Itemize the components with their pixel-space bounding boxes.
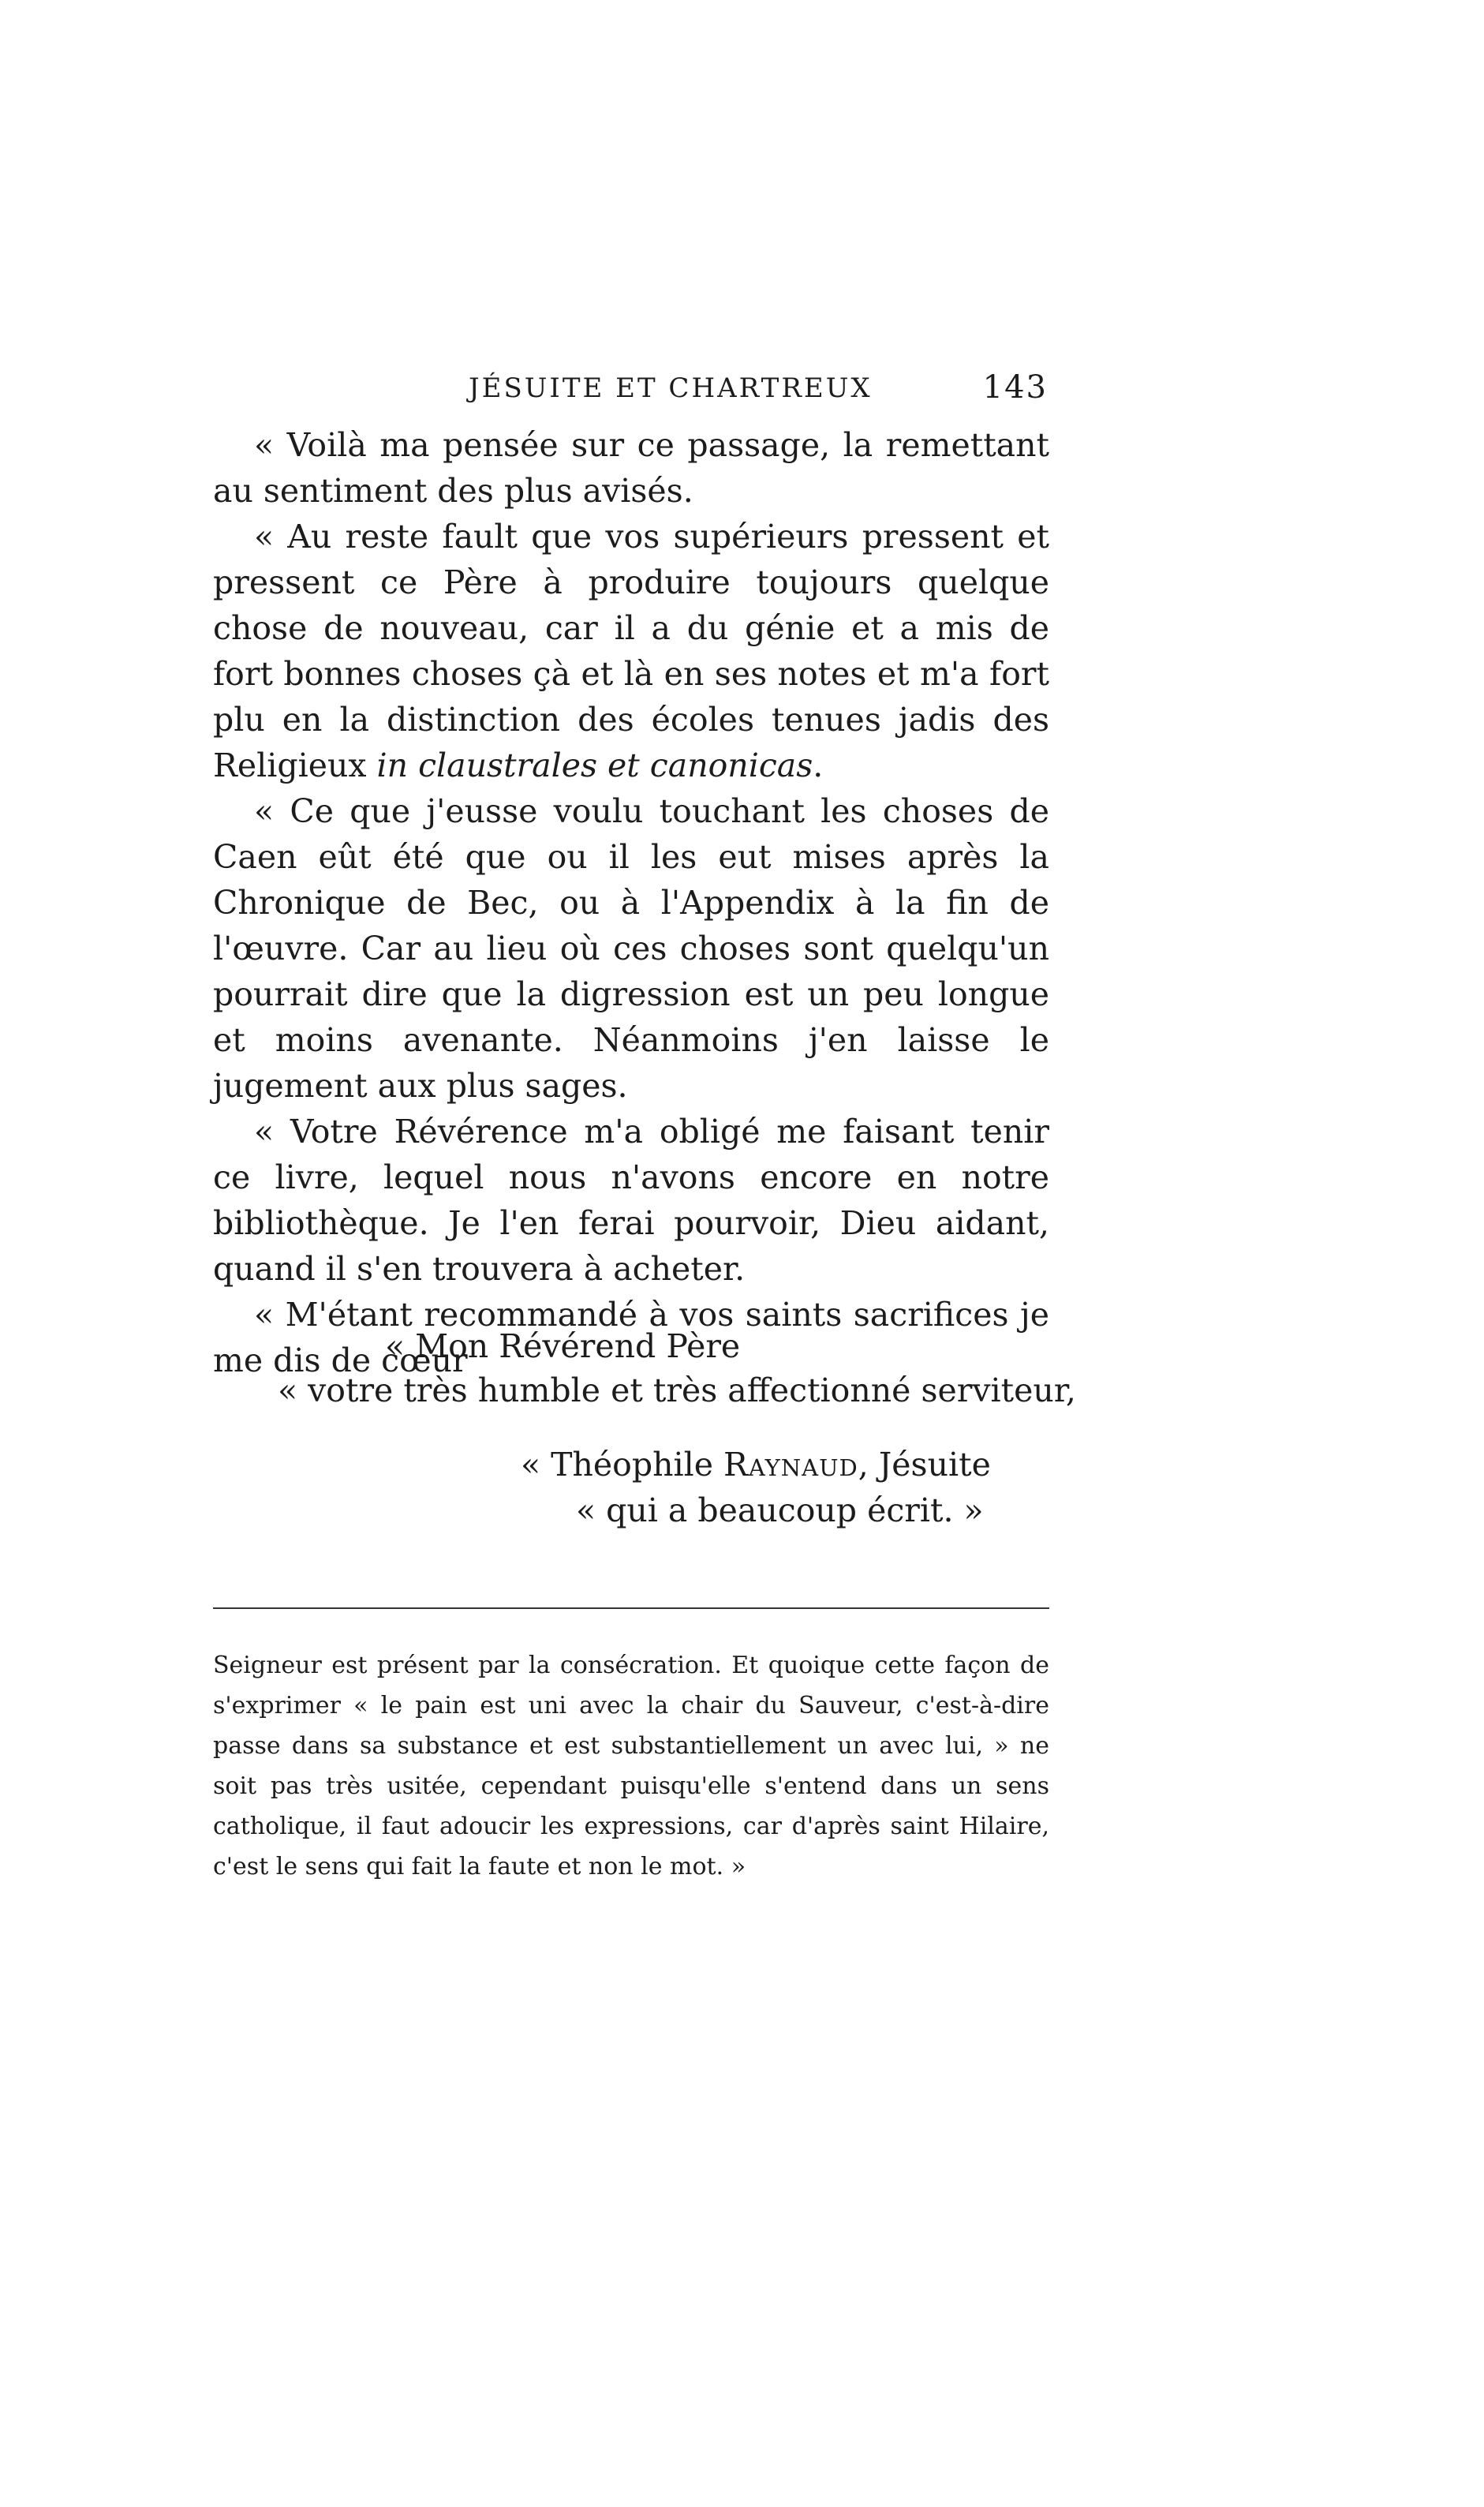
- running-head: JÉSUITE ET CHARTREUX: [469, 372, 873, 404]
- servant-line: « votre très humble et très affectionné serviteur,: [278, 1371, 1076, 1409]
- paragraph-1: « Voilà ma pensée sur ce passage, la remettant au sentiment des plus avisés.: [213, 426, 1049, 510]
- paragraph-2: [213, 514, 1049, 788]
- paragraph-5: « M'étant recommandé à vos saints sacrifices je me dis de cœur: [213, 1296, 1049, 1379]
- footnote: Seigneur est présent par la consécration. Et quoique cette façon de s'exprimer « le pain est uni avec la chair du Sauveur, c'est-à-dire passe dans sa substance et est substantiellement un avec lui, » ne soit pas très usitée, cependant puisqu'elle s'entend dans un sens catholique, il faut adoucir les expressions, car d'après saint Hilaire, c'est le sens qui fait la faute et non le mot. »: [213, 1652, 1049, 1880]
- paragraph-4: « Votre Révérence m'a obligé me faisant tenir ce livre, lequel nous n'avons encore en notre bibliothèque. Je l'en ferai pourvoir, Dieu aidant, quand il s'en trouvera à acheter.: [213, 1113, 1049, 1288]
- signature-suffix: , Jésuite: [858, 1446, 991, 1484]
- signature: [521, 1442, 991, 1487]
- signature-prefix: « Théophile: [521, 1446, 723, 1484]
- latin-phrase: in claustrales et canonicas: [376, 746, 813, 784]
- paragraph-3: « Ce que j'eusse voulu touchant les choses de Caen eût été que ou il les eut mises après la Chronique de Bec, ou à l'Appendix à la fin de l'œuvre. Car au lieu où ces choses sont quelqu'un pourrait dire que la digression est un peu longue et moins avenante. Néanmoins j'en laisse le jugement aux plus sages.: [213, 792, 1049, 1105]
- paragraph-2-text: « Au reste fault que vos supérieurs pressent et pressent ce Père à produire toujours quelque chose de nouveau, car il a du génie et a mis de fort bonnes choses çà et là en ses notes et m'a fort plu en la distinction des écoles tenues jadis des Religieux: [213, 518, 1049, 784]
- salutation: « Mon Révérend Père: [385, 1327, 741, 1365]
- footnote-rule: [213, 1607, 1049, 1609]
- paragraph-2-end: .: [813, 746, 824, 784]
- page-header: [213, 365, 1049, 412]
- signature-note: « qui a beaucoup écrit. »: [576, 1491, 984, 1529]
- letter-body: [213, 422, 1049, 1383]
- signature-name: Raynaud: [723, 1446, 858, 1484]
- page-number: 143: [982, 369, 1048, 406]
